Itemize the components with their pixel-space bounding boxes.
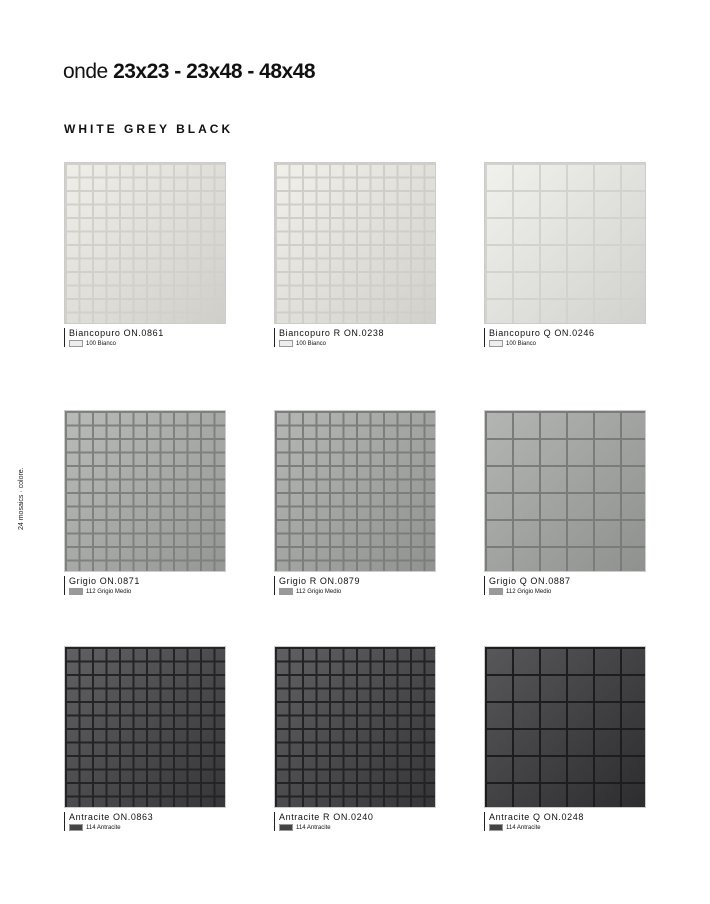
product-tile[interactable] <box>274 162 436 347</box>
product-name: Antracite R ON.0240 <box>279 812 374 822</box>
color-code: 114 Antracite <box>296 824 331 831</box>
product-name: Antracite ON.0863 <box>69 812 154 822</box>
product-tile[interactable] <box>484 410 646 595</box>
color-chip <box>69 824 83 831</box>
product-name: Grigio R ON.0879 <box>279 576 361 586</box>
title-prefix: onde <box>63 60 108 83</box>
side-margin-label <box>14 430 34 530</box>
color-chip <box>489 340 503 347</box>
color-chip <box>69 588 83 595</box>
product-tile[interactable] <box>64 646 226 831</box>
mosaic-swatch <box>484 410 646 572</box>
product-name: Grigio Q ON.0887 <box>489 576 571 586</box>
color-code: 100 Bianco <box>506 340 537 347</box>
color-chip <box>69 340 83 347</box>
mosaic-swatch <box>484 162 646 324</box>
product-tile[interactable] <box>484 162 646 347</box>
product-name: Biancopuro ON.0861 <box>69 328 164 338</box>
product-tile[interactable] <box>274 410 436 595</box>
product-caption <box>64 328 226 347</box>
color-chip <box>279 824 293 831</box>
product-name: Biancopuro Q ON.0246 <box>489 328 595 338</box>
page-title <box>63 60 315 84</box>
product-caption <box>274 576 436 595</box>
product-caption <box>484 576 646 595</box>
product-caption <box>484 812 646 831</box>
product-tile[interactable] <box>64 162 226 347</box>
product-name: Antracite Q ON.0248 <box>489 812 584 822</box>
mosaic-swatch <box>274 410 436 572</box>
color-code: 100 Bianco <box>296 340 327 347</box>
product-caption <box>484 328 646 347</box>
mosaic-swatch <box>64 162 226 324</box>
color-chip <box>279 588 293 595</box>
product-caption <box>64 812 226 831</box>
product-tile[interactable] <box>274 646 436 831</box>
product-name: Grigio ON.0871 <box>69 576 140 586</box>
color-code: 112 Grigio Medio <box>86 588 132 595</box>
color-code: 114 Antracite <box>506 824 541 831</box>
section-title: WHITE GREY BLACK <box>64 122 234 136</box>
side-text: 24 mosaics · colore. <box>18 467 25 530</box>
product-tile[interactable] <box>484 646 646 831</box>
product-caption <box>64 576 226 595</box>
product-caption <box>274 812 436 831</box>
color-code: 112 Grigio Medio <box>506 588 552 595</box>
mosaic-swatch <box>274 162 436 324</box>
mosaic-swatch <box>64 410 226 572</box>
product-caption <box>274 328 436 347</box>
color-chip <box>489 824 503 831</box>
color-code: 112 Grigio Medio <box>296 588 342 595</box>
product-tile[interactable] <box>64 410 226 595</box>
color-code: 100 Bianco <box>86 340 117 347</box>
product-name: Biancopuro R ON.0238 <box>279 328 385 338</box>
mosaic-swatch <box>484 646 646 808</box>
color-chip <box>279 340 293 347</box>
color-chip <box>489 588 503 595</box>
title-sizes: 23x23 - 23x48 - 48x48 <box>113 60 316 83</box>
mosaic-swatch <box>64 646 226 808</box>
color-code: 114 Antracite <box>86 824 121 831</box>
mosaic-swatch <box>274 646 436 808</box>
